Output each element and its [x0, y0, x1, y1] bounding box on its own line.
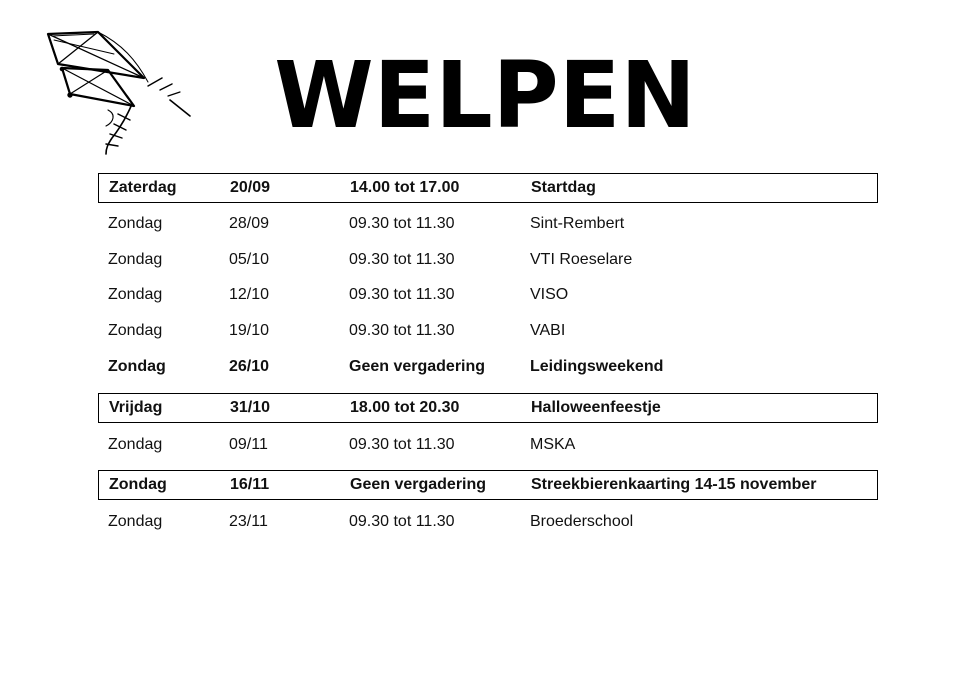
row-day: Zondag	[108, 436, 163, 453]
row-time: 09.30 tot 11.30	[349, 251, 455, 268]
row-day: Zondag	[109, 476, 167, 493]
row-date: 20/09	[230, 179, 271, 196]
row-date: 09/11	[229, 436, 268, 453]
row-description: Streekbierenkaarting 14-15 november	[531, 476, 817, 493]
row-description: VISO	[530, 286, 569, 303]
row-time: 09.30 tot 11.30	[349, 436, 455, 453]
row-time: Geen vergadering	[349, 358, 486, 375]
row-time: 09.30 tot 11.30	[349, 286, 455, 303]
row-description: Broederschool	[530, 513, 634, 530]
page-title: WELPEN	[274, 42, 696, 149]
row-day: Zondag	[108, 513, 163, 530]
row-date: 31/10	[230, 399, 271, 416]
table-row	[98, 173, 878, 203]
table-row	[98, 470, 878, 500]
row-day: Zondag	[108, 358, 166, 375]
row-date: 26/10	[229, 358, 270, 375]
row-time: 09.30 tot 11.30	[349, 322, 455, 339]
row-description: Sint-Rembert	[530, 215, 625, 232]
row-time: 14.00 tot 17.00	[350, 179, 460, 196]
table-row	[98, 281, 878, 311]
row-date: 05/10	[229, 251, 270, 268]
row-day: Zondag	[108, 322, 163, 339]
row-date: 23/11	[229, 513, 268, 530]
row-description: Leidingsweekend	[530, 358, 664, 375]
row-day: Zondag	[108, 251, 163, 268]
row-time: Geen vergadering	[350, 476, 487, 493]
row-day: Vrijdag	[109, 399, 163, 416]
row-description: Startdag	[531, 179, 596, 196]
row-time: 18.00 tot 20.30	[350, 399, 460, 416]
row-description: Halloweenfeestje	[531, 399, 661, 416]
kite-sketch-icon	[44, 26, 196, 156]
table-row	[98, 246, 878, 276]
row-description: VTI Roeselare	[530, 251, 633, 268]
row-date: 19/10	[229, 322, 270, 339]
row-date: 28/09	[229, 215, 270, 232]
row-time: 09.30 tot 11.30	[349, 513, 455, 530]
row-day: Zondag	[108, 215, 163, 232]
table-row	[98, 210, 878, 240]
row-day: Zondag	[108, 286, 163, 303]
row-day: Zaterdag	[109, 179, 177, 196]
table-row	[98, 393, 878, 423]
table-row	[98, 508, 878, 538]
table-row	[98, 317, 878, 347]
table-row	[98, 431, 878, 461]
row-description: MSKA	[530, 436, 576, 453]
row-date: 16/11	[230, 476, 270, 493]
table-row	[98, 353, 878, 383]
row-time: 09.30 tot 11.30	[349, 215, 455, 232]
row-date: 12/10	[229, 286, 270, 303]
row-description: VABI	[530, 322, 566, 339]
